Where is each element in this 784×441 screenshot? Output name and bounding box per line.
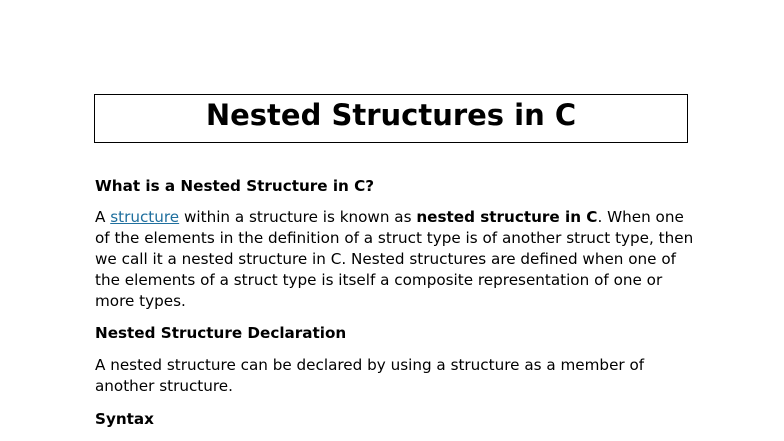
paragraph-text-prefix: A <box>95 208 111 226</box>
paragraph-text-mid: within a structure is known as <box>179 208 417 226</box>
section-heading-syntax: Syntax <box>95 410 154 428</box>
slide-title: Nested Structures in C <box>205 98 577 132</box>
structure-link[interactable]: structure <box>110 208 180 226</box>
section-heading-declaration: Nested Structure Declaration <box>95 324 347 342</box>
title-box <box>94 94 688 143</box>
paragraph-text-suffix: . When one of the elements in the definition of a struct type is of another struct type, then we call it a nested structure in C. Nested structures are defined when one of the elements of a struct type is itself a composite representation of one or more types. <box>95 208 694 310</box>
paragraph-bold-term: nested structure in C <box>416 208 598 226</box>
section-paragraph-definition <box>95 207 695 312</box>
section-paragraph-declaration: A nested structure can be declared by using a structure as a member of another structure. <box>95 356 645 395</box>
section-heading-what-is: What is a Nested Structure in C? <box>95 177 375 195</box>
